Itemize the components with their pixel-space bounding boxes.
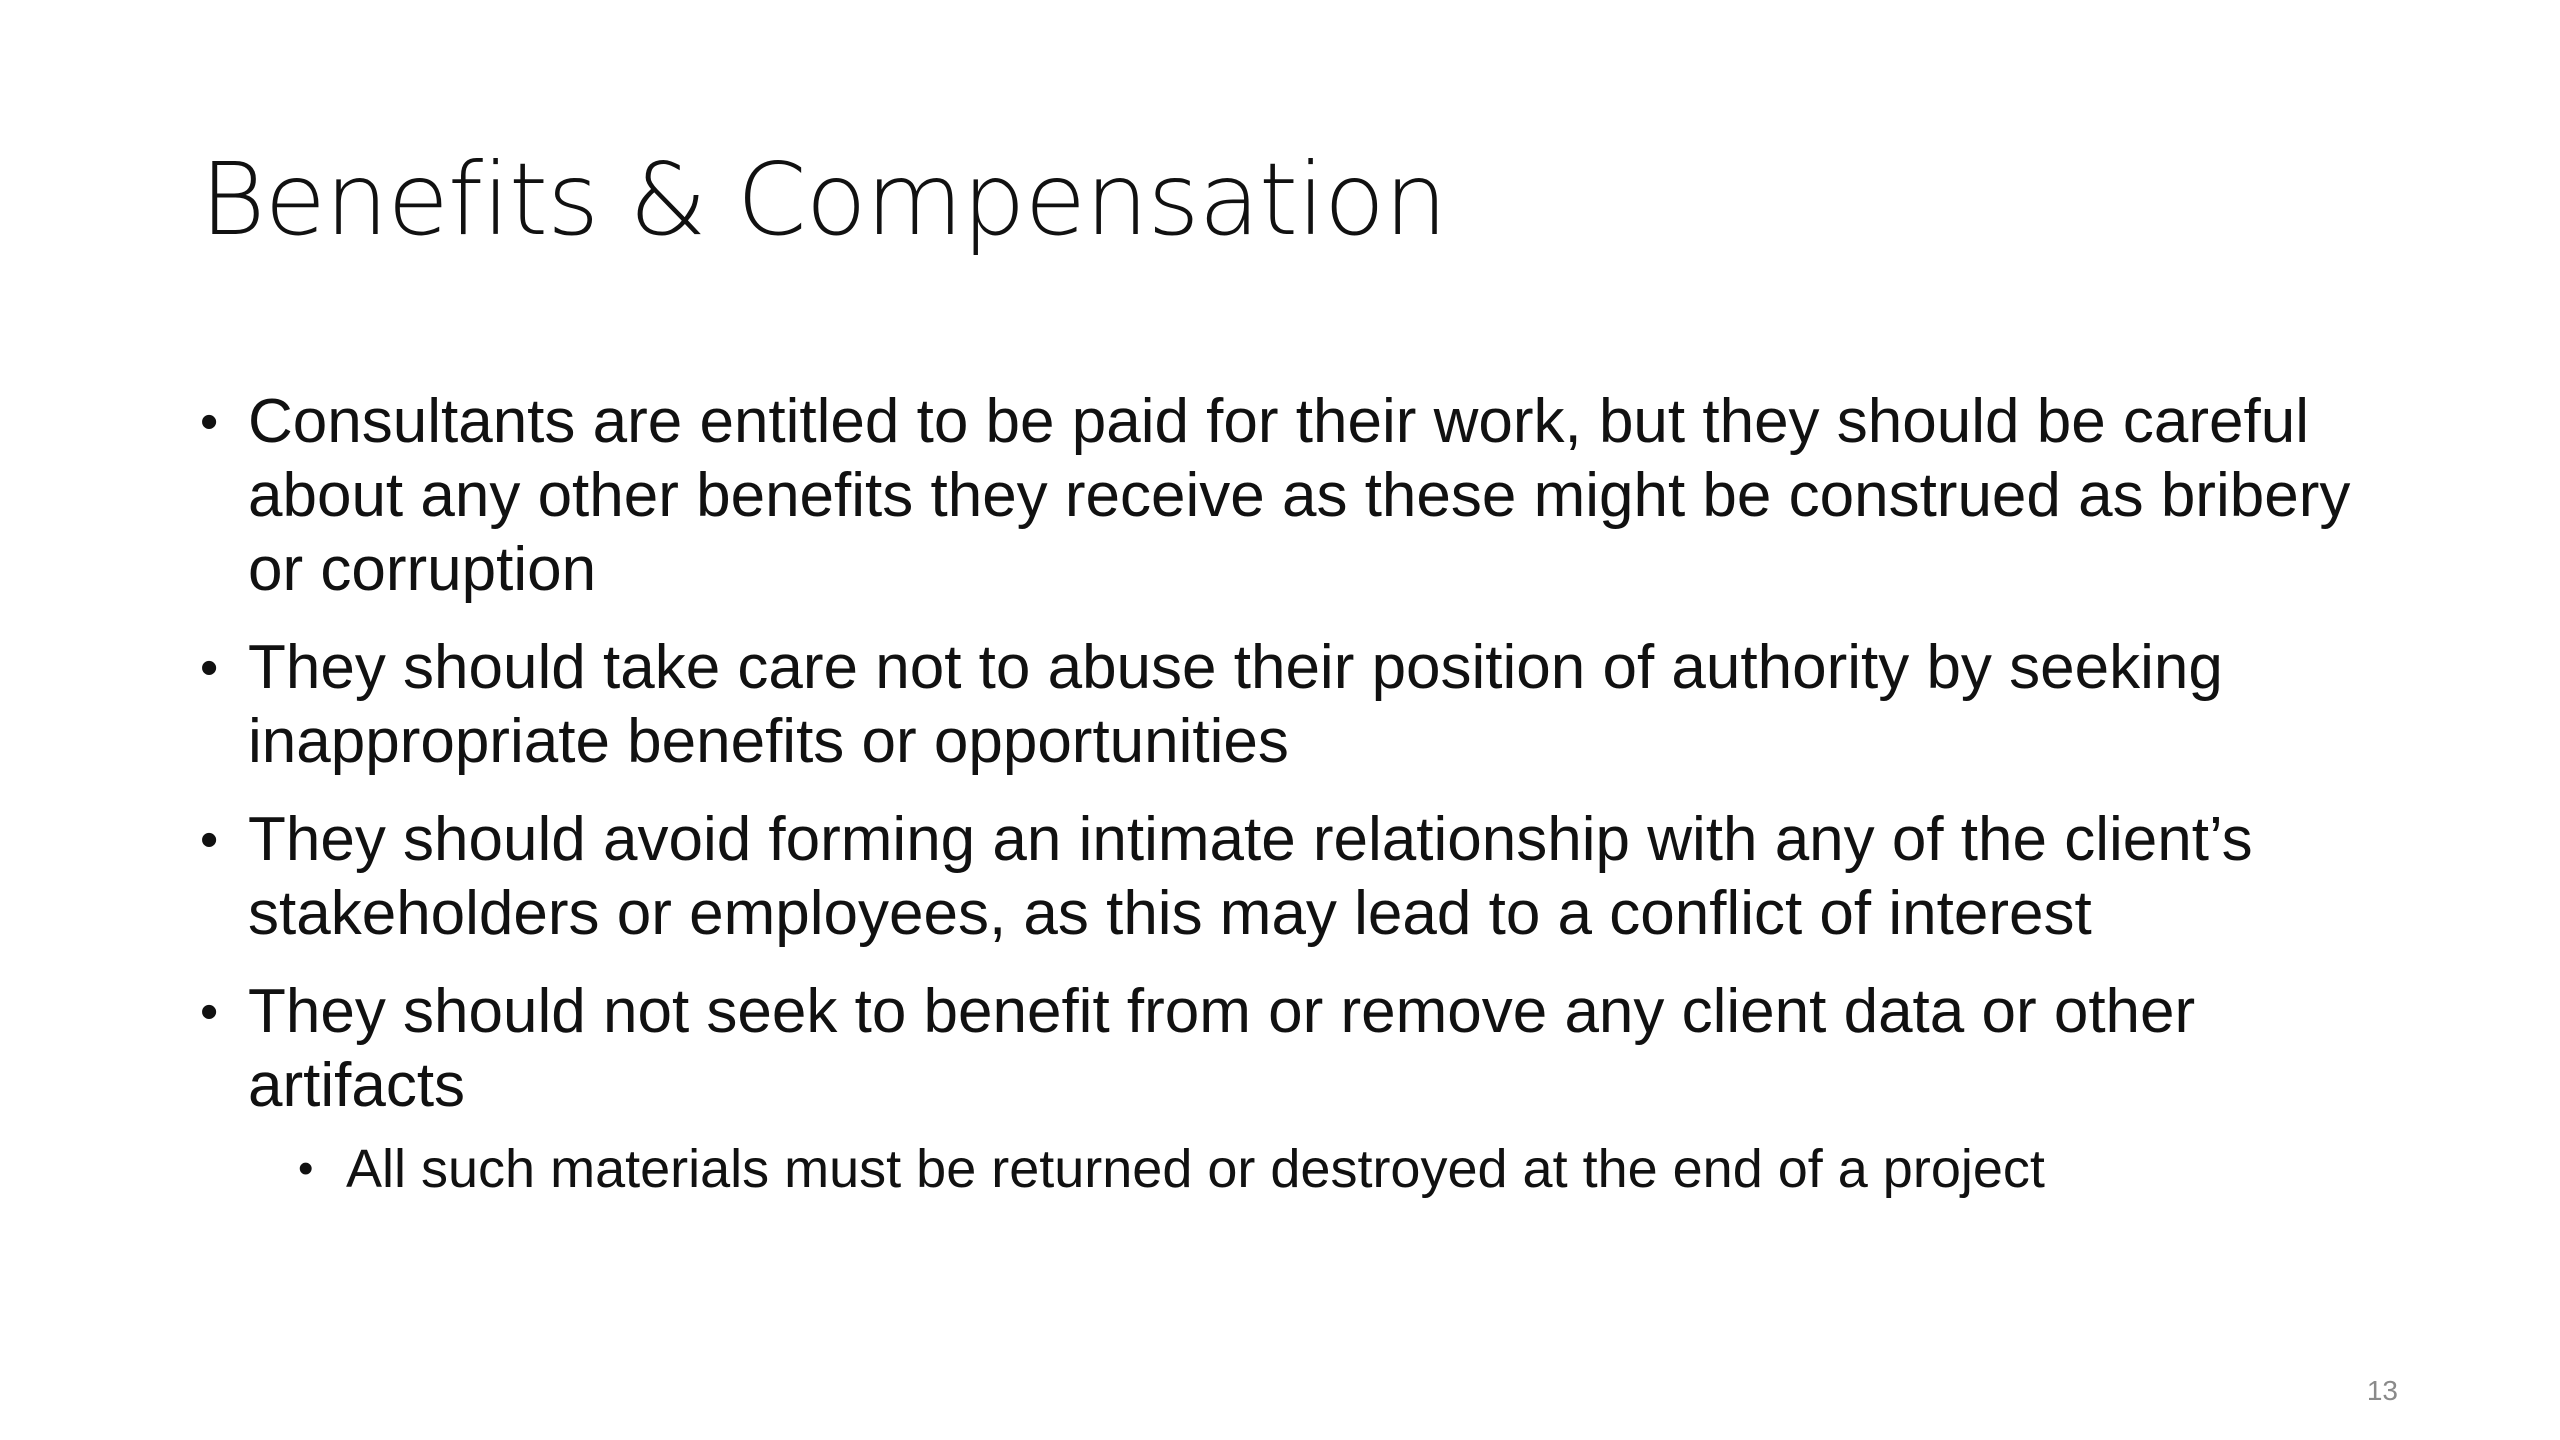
bullet-text: Consultants are entitled to be paid for their work, but they should be careful about any other benefits they receive as these might be construed as bribery or corruption: [248, 387, 2351, 604]
sub-bullet-text: All such materials must be returned or destroyed at the end of a project: [346, 1139, 2045, 1199]
bullet-icon: •: [200, 983, 219, 1041]
bullet-item: [200, 385, 2400, 607]
bullet-item: [200, 631, 2400, 779]
bullet-item: [200, 803, 2400, 951]
bullet-text: They should not seek to benefit from or remove any client data or other artifacts: [248, 977, 2196, 1120]
bullet-icon: •: [200, 811, 219, 869]
slide-title: Benefits & Compensation: [200, 141, 1447, 258]
bullet-icon: •: [200, 393, 219, 451]
bullet-text: They should take care not to abuse their position of authority by seeking inappropriate benefits or opportunities: [248, 633, 2223, 776]
bullet-list: [200, 385, 2400, 1225]
bullet-icon: •: [200, 639, 219, 697]
bullet-item: [200, 975, 2400, 1201]
sub-bullet-list: [248, 1137, 2400, 1201]
bullet-text: They should avoid forming an intimate relationship with any of the client’s stakeholders or employees, as this may lead to a conflict of interest: [248, 805, 2253, 948]
sub-bullet-icon: •: [298, 1144, 314, 1193]
slide-number: 13: [2366, 1375, 2398, 1406]
sub-bullet-item: [298, 1137, 2400, 1201]
